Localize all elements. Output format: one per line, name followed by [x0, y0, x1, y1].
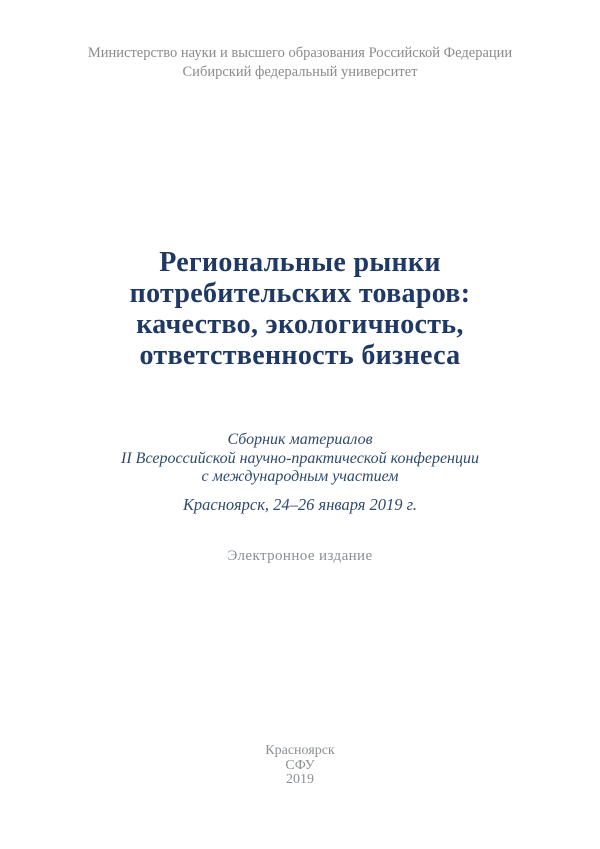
ministry-line: Министерство науки и высшего образования Российской Федерации: [87, 45, 513, 61]
imprint-year: 2019: [286, 772, 314, 787]
document-subtitle: [0, 431, 600, 487]
title-line-4: ответственность бизнеса: [139, 340, 461, 371]
edition-line: Электронное издание: [227, 548, 373, 564]
subtitle-line-2: II Всероссийской научно-практической конференции: [121, 449, 479, 467]
ministry-header: [0, 44, 600, 82]
imprint-publisher: СФУ: [285, 757, 315, 773]
title-line-3: качество, экологичность,: [136, 309, 464, 340]
event-date: [0, 495, 600, 514]
event-date-line: Красноярск, 24–26 января 2019 г.: [182, 495, 418, 514]
imprint-city: Красноярск: [265, 743, 335, 758]
subtitle-line-3: с международным участием: [201, 468, 399, 485]
title-line-1: Региональные рынки: [159, 247, 441, 278]
subtitle-line-1: Сборник материалов: [227, 431, 373, 448]
document-title: [0, 247, 600, 371]
university-line: Сибирский федеральный университет: [182, 64, 418, 80]
title-line-2: потребительских товаров:: [129, 278, 471, 309]
edition-note: [0, 547, 600, 565]
imprint: [0, 744, 600, 788]
